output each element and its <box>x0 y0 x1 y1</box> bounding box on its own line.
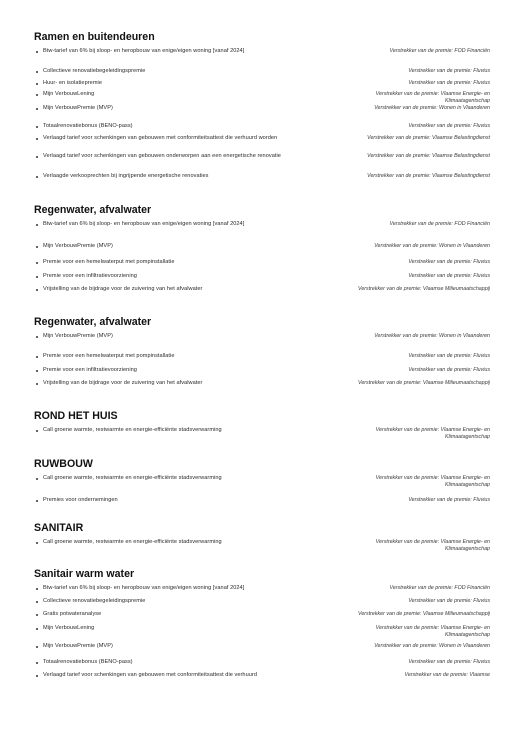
premium-provider: Verstrekker van de premie: Fluvius <box>408 598 490 604</box>
premium-name: Verlaagd tarief voor schenkingen van gebouwen met conformiteitsattest die verhuurd worden <box>43 135 278 141</box>
premium-list-item <box>34 643 490 659</box>
premium-provider: Verstrekker van de premie: Fluvius <box>408 353 490 359</box>
premium-provider: Verstrekker van de premie: Vlaamse Milieumaatschappij <box>358 380 490 386</box>
section-title: RUWBOUW <box>34 458 93 470</box>
section-title: SANITAIR <box>34 522 84 534</box>
premium-name: Btw-tarief van 6% bij sloop- en heropbouw van enige/eigen woning [vanaf 2024] <box>43 48 245 54</box>
premium-name: Mijn VerbouwLening <box>43 91 95 97</box>
section <box>34 521 490 555</box>
premium-provider: Verstrekker van de premie: Wonen in Vlaanderen <box>374 243 490 249</box>
section <box>34 315 490 395</box>
premium-name: Totaalrenovatiebonus (BENO-pass) <box>43 123 133 129</box>
premium-name: Totaalrenovatiebonus (BENO-pass) <box>43 659 133 665</box>
premium-provider: Verstrekker van de premie: Vlaamse Energie- en Klimaatagentschap <box>375 91 490 104</box>
premium-list <box>34 539 490 555</box>
premium-name: Call groene warmte, restwarmte en energie-efficiënte stadsverwarming <box>43 539 222 545</box>
premium-provider: Verstrekker van de premie: Wonen in Vlaanderen <box>374 643 490 649</box>
premium-name: Mijn VerbouwPremie (MVP) <box>43 333 113 339</box>
premium-list-item <box>34 659 490 672</box>
premium-provider: Verstrekker van de premie: Vlaamse Milieumaatschappij <box>358 611 490 617</box>
premium-name: Call groene warmte, restwarmte en energie-efficiënte stadsverwarming <box>43 475 222 481</box>
section-title: Ramen en buitendeuren <box>34 31 155 43</box>
premium-name: Mijn VerbouwPremie (MVP) <box>43 243 113 249</box>
premium-list-item <box>34 123 490 135</box>
premium-name: Vrijstelling van de bijdrage voor de zuivering van het afvalwater <box>43 380 203 386</box>
premium-name: Premie voor een infiltratievoorziening <box>43 273 137 279</box>
premium-provider: Verstrekker van de premie: Vlaamse Belastingdienst <box>367 135 490 141</box>
premium-list-item <box>34 427 490 443</box>
premium-list-item <box>34 598 490 611</box>
premium-list-item <box>34 153 490 173</box>
premium-list-item <box>34 625 490 643</box>
premium-name: Premie voor een hemelwaterput met pompinstallatie <box>43 259 175 265</box>
premium-provider: Verstrekker van de premie: Vlaamse Energie- en Klimaatagentschap <box>375 625 490 638</box>
premium-list-item <box>34 367 490 380</box>
section-title: Regenwater, afvalwater <box>34 204 152 216</box>
premium-provider: Verstrekker van de premie: Vlaamse Energie- en Klimaatagentschap <box>375 427 490 440</box>
premium-provider: Verstrekker van de premie: Fluvius <box>408 259 490 265</box>
premium-name: Premie voor een infiltratievoorziening <box>43 367 137 373</box>
premium-list-item <box>34 221 490 243</box>
premium-provider: Verstrekker van de premie: FOD Financiën <box>389 221 490 227</box>
premium-provider: Verstrekker van de premie: Fluvius <box>408 80 490 86</box>
premium-name: Mijn VerbouwPremie (MVP) <box>43 105 113 111</box>
premium-list-item <box>34 611 490 625</box>
premium-list <box>34 427 490 443</box>
premium-list-item <box>34 286 490 301</box>
premium-name: Premie voor een hemelwaterput met pompinstallatie <box>43 353 175 359</box>
premium-provider: Verstrekker van de premie: Vlaamse Belastingdienst <box>367 173 490 179</box>
premium-list-item <box>34 243 490 259</box>
premium-name: Btw-tarief van 6% bij sloop- en heropbouw van enige/eigen woning [vanaf 2024] <box>43 585 245 591</box>
premium-list-item <box>34 68 490 80</box>
section <box>34 409 490 443</box>
premium-list-item <box>34 380 490 395</box>
premium-name: Vrijstelling van de bijdrage voor de zuivering van het afvalwater <box>43 286 203 292</box>
premium-name: Gratis potwateranalyse <box>43 611 102 617</box>
premium-list-item <box>34 80 490 91</box>
premium-list <box>34 475 490 511</box>
premium-name: Collectieve renovatiebegeleidingspremie <box>43 598 146 604</box>
premium-provider: Verstrekker van de premie: Fluvius <box>408 367 490 373</box>
premium-list-item <box>34 475 490 497</box>
premium-provider: Verstrekker van de premie: Vlaamse Energie- en Klimaatagentschap <box>375 475 490 488</box>
premium-name: Call groene warmte, restwarmte en energie-efficiënte stadsverwarming <box>43 427 222 433</box>
premium-provider: Verstrekker van de premie: Fluvius <box>408 68 490 74</box>
section <box>34 203 490 301</box>
premium-provider: Verstrekker van de premie: Vlaamse Energie- en Klimaatagentschap <box>375 539 490 552</box>
premium-list <box>34 585 490 682</box>
premium-list-item <box>34 259 490 273</box>
section-title: ROND HET HUIS <box>34 410 118 422</box>
premium-name: Collectieve renovatiebegeleidingspremie <box>43 68 146 74</box>
premium-name: Huur- en isolatiepremie <box>43 80 102 86</box>
premium-list <box>34 333 490 395</box>
premium-name: Verlaagd tarief voor schenkingen van gebouwen met conformiteitsattest die verhuurd <box>43 672 257 678</box>
premium-provider: Verstrekker van de premie: Wonen in Vlaanderen <box>374 333 490 339</box>
premium-list-item <box>34 48 490 68</box>
premium-list-item <box>34 135 490 153</box>
premium-provider: Verstrekker van de premie: Vlaamse Belastingdienst <box>367 153 490 159</box>
premium-provider: Verstrekker van de premie: Fluvius <box>408 497 490 503</box>
premium-name: Btw-tarief van 6% bij sloop- en heropbouw van enige/eigen woning [vanaf 2024] <box>43 221 245 227</box>
premium-list-item <box>34 497 490 511</box>
premium-provider: Verstrekker van de premie: FOD Financiën <box>389 48 490 54</box>
premium-provider: Verstrekker van de premie: Vlaamse Milieumaatschappij <box>358 286 490 292</box>
premium-list-item <box>34 672 490 682</box>
premium-provider: Verstrekker van de premie: Fluvius <box>408 273 490 279</box>
section <box>34 567 490 682</box>
premium-provider: Verstrekker van de premie: Fluvius <box>408 123 490 129</box>
premium-list <box>34 48 490 189</box>
premium-provider: Verstrekker van de premie: Fluvius <box>408 659 490 665</box>
premium-name: Mijn VerbouwPremie (MVP) <box>43 643 113 649</box>
section-title: Regenwater, afvalwater <box>34 316 152 328</box>
premium-name: Verlaagd tarief voor schenkingen van gebouwen onderworpen aan een energetische renovatie <box>43 153 281 159</box>
premium-list-item <box>34 353 490 367</box>
premium-list-item <box>34 585 490 598</box>
premium-list-item <box>34 333 490 353</box>
premium-provider: Verstrekker van de premie: Wonen in Vlaanderen <box>374 105 490 111</box>
premium-list <box>34 221 490 301</box>
premium-list-item <box>34 105 490 123</box>
premium-list-item <box>34 173 490 189</box>
premium-list-item <box>34 91 490 105</box>
section <box>34 457 490 511</box>
premium-name: Premies voor ondernemingen <box>43 497 118 503</box>
premium-provider: Verstrekker van de premie: Vlaamse <box>404 672 490 678</box>
premium-list-item <box>34 273 490 286</box>
section <box>34 30 490 189</box>
premium-provider: Verstrekker van de premie: FOD Financiën <box>389 585 490 591</box>
premium-list-item <box>34 539 490 555</box>
premium-name: Verlaagde verkooprechten bij ingrijpende energetische renovaties <box>43 173 209 179</box>
premium-name: Mijn VerbouwLening <box>43 625 95 631</box>
section-title: Sanitair warm water <box>34 568 135 580</box>
